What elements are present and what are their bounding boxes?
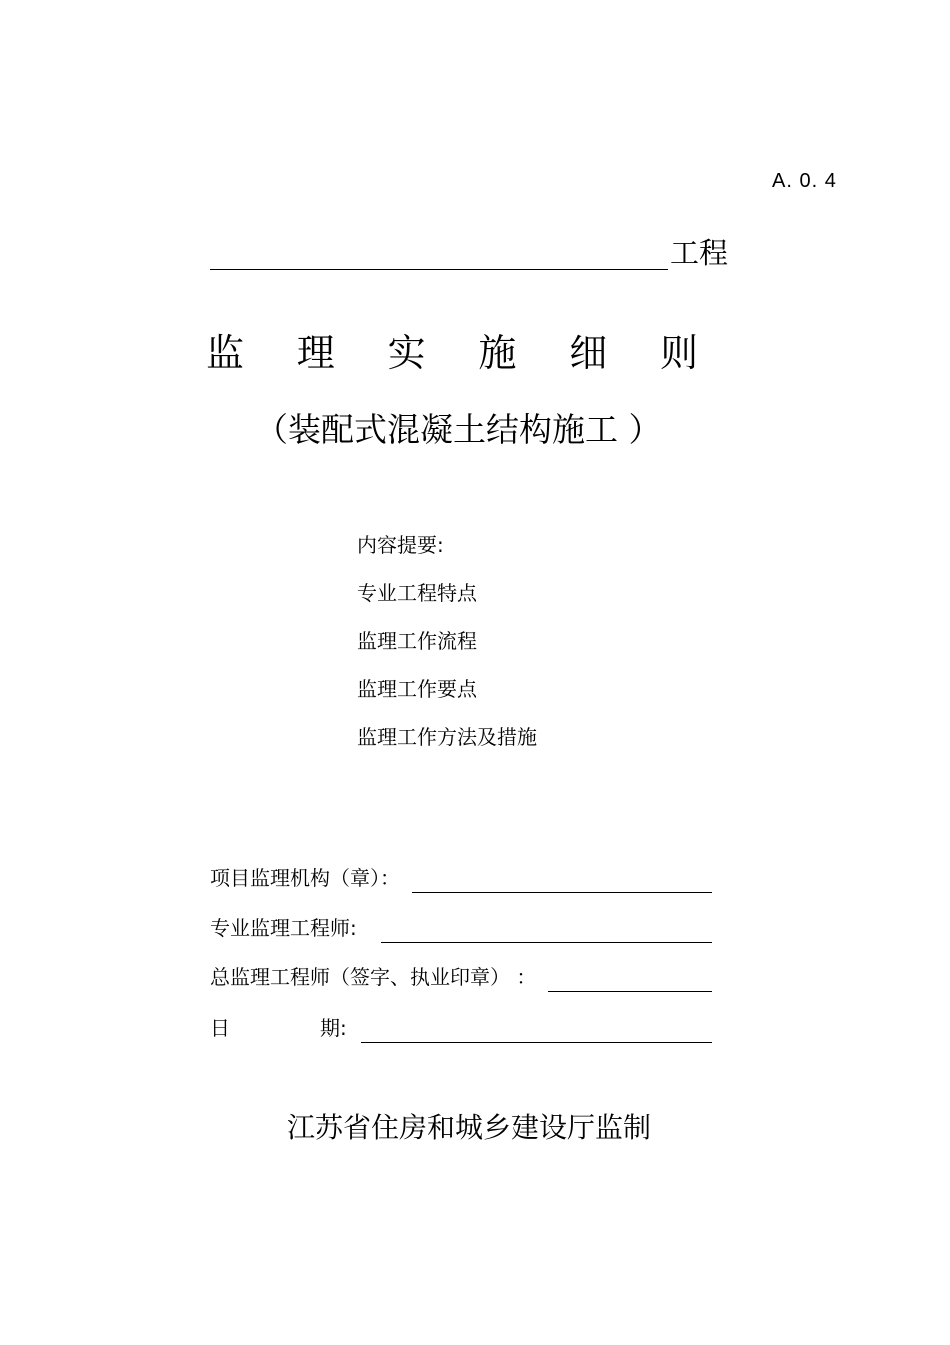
title-char: 施	[478, 331, 517, 375]
title-char: 细	[569, 331, 608, 375]
chief-engineer-label: 总监理工程师（签字、执业印章） ：	[210, 965, 537, 989]
issuer-text: 江苏省住房和城乡建设厅监制	[287, 1111, 652, 1144]
contents-heading: 内容提要:	[357, 533, 444, 557]
title-char: 监	[206, 331, 245, 375]
signature-row-date	[210, 1013, 712, 1043]
org-seal-label: 项目监理机构（章）：	[210, 866, 400, 890]
contents-item: 监理工作方法及措施	[357, 725, 537, 749]
chief-engineer-field[interactable]	[548, 967, 712, 992]
date-label-end: 期:	[320, 1016, 347, 1040]
form-code: A. 0. 4	[772, 170, 837, 192]
contents-item: 监理工作流程	[357, 629, 477, 653]
signature-row-chief	[210, 962, 712, 992]
title-char: 理	[296, 331, 335, 375]
contents-item: 专业工程特点	[357, 581, 477, 605]
project-name-line	[210, 236, 728, 270]
date-field[interactable]	[361, 1018, 712, 1043]
document-title	[206, 330, 698, 376]
title-char: 实	[387, 331, 426, 375]
org-seal-field[interactable]	[412, 868, 712, 893]
date-label-start: 日	[210, 1016, 230, 1040]
contents-summary	[357, 530, 537, 770]
contents-item: 监理工作要点	[357, 677, 477, 701]
signature-row-org	[210, 863, 712, 893]
project-suffix: 工程	[670, 236, 729, 270]
document-subtitle: （装配式混凝土结构施工 ）	[255, 410, 662, 449]
project-name-blank[interactable]	[210, 239, 668, 270]
specialist-engineer-label: 专业监理工程师:	[210, 916, 357, 940]
title-char: 则	[659, 331, 698, 375]
signature-row-specialist	[210, 913, 712, 943]
specialist-engineer-field[interactable]	[381, 918, 712, 943]
